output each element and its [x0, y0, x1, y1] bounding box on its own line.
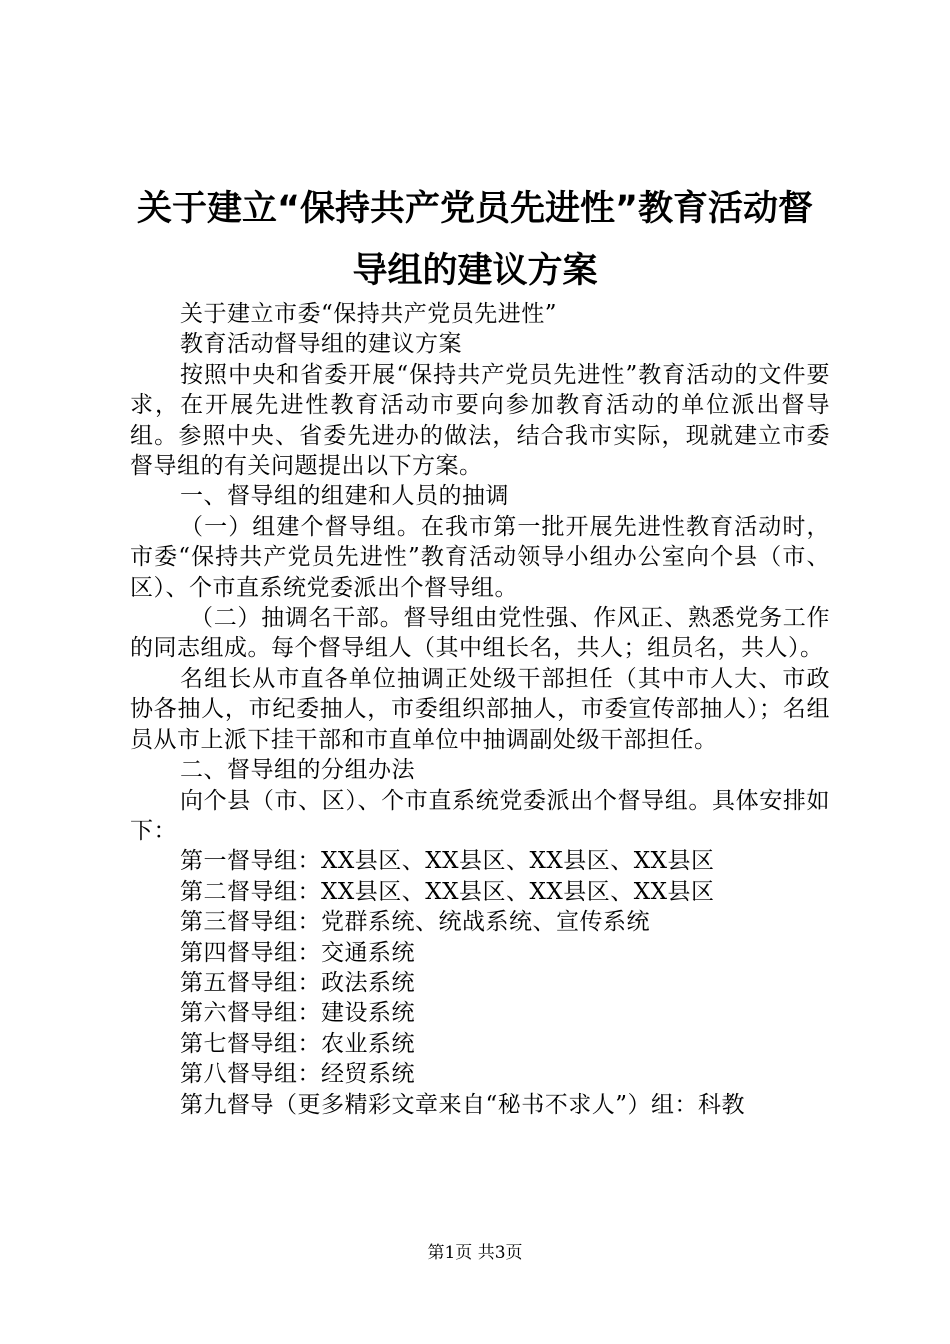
list-item-group-7: 第七督导组：农业系统 — [180, 1030, 415, 1057]
paragraph-intro: 按照中央和省委开展“保持共产党员先进性”教育活动的文件要求，在开展先进性教育活动市要向参加教育活动的单位派出督导组。参照中央、省委先进办的做法，结合我市实际，现就建立市委督导组的有关问题提出以下方案。 — [130, 361, 830, 480]
section-heading-2: 二、督导组的分组办法 — [180, 757, 415, 784]
paragraph-subtitle-2: 教育活动督导组的建议方案 — [180, 331, 462, 358]
paragraph-1-2: （二）抽调名干部。督导组由党性强、作风正、熟悉党务工作的同志组成。每个督导组人（其中组长名，共人；组员名，共人）。 — [130, 605, 830, 662]
list-item-group-1: 第一督导组：XX县区、XX县区、XX县区、XX县区 — [180, 848, 715, 875]
paragraph-subtitle-1: 关于建立市委“保持共产党员先进性” — [180, 301, 558, 327]
list-item-group-8: 第八督导组：经贸系统 — [180, 1061, 415, 1088]
list-item-group-5: 第五督导组：政法系统 — [180, 969, 415, 996]
list-item-group-4: 第四督导组：交通系统 — [180, 939, 415, 966]
document-title-line1: 关于建立“保持共产党员先进性”教育活动督 — [136, 189, 813, 229]
document-title-line2: 导组的建议方案 — [352, 251, 598, 291]
paragraph-1-1: （一）组建个督导组。在我市第一批开展先进性教育活动时，市委“保持共产党员先进性”教育活动领导小组办公室向个县（市、区）、个市直系统党委派出个督导组。 — [130, 513, 830, 601]
page-number-footer: 第1页 共3页 — [427, 1243, 523, 1263]
list-item-group-2: 第二督导组：XX县区、XX县区、XX县区、XX县区 — [180, 878, 715, 905]
document-body — [130, 299, 830, 1120]
paragraph-1-3: 名组长从市直各单位抽调正处级干部担任（其中市人大、市政协各抽人，市纪委抽人，市委组织部抽人，市委宣传部抽人）；名组员从市上派下挂干部和市直单位中抽调副处级干部担任。 — [130, 665, 830, 753]
list-item-group-6: 第六督导组：建设系统 — [180, 1000, 415, 1027]
paragraph-2-1: 向个县（市、区）、个市直系统党委派出个督导组。具体安排如下： — [130, 787, 830, 844]
list-item-group-3: 第三督导组：党群系统、统战系统、宣传系统 — [180, 909, 650, 936]
list-item-group-9: 第九督导（更多精彩文章来自“秘书不求人”）组：科教 — [180, 1091, 746, 1118]
section-heading-1: 一、督导组的组建和人员的抽调 — [180, 483, 509, 510]
